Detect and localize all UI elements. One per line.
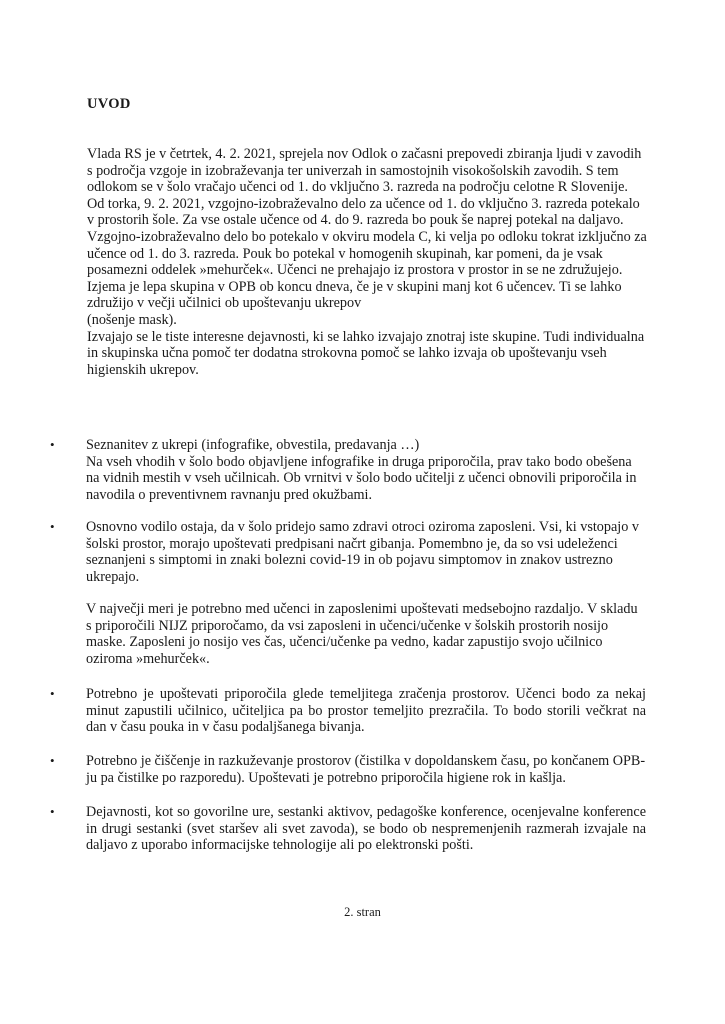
page-number: 2. stran — [344, 905, 381, 919]
bullet-content — [86, 753, 646, 786]
bullet-icon: • — [50, 753, 55, 768]
intro-paragraph-2: Vzgojno-izobraževalno delo bo potekalo v okviru modela C, ki velja po odloku tokrat izključno za učence od 1. do 3. razreda. Pouk bo potekal v homogenih skupinah, kar pomeni, da je vsak posamezni oddelek »mehurček«. Učenci ne prehajajo iz prostora v prostor in se ne združujejo. Izjema je lepa skupina v OPB ob koncu dneva, če je v skupini manj kot 6 učencev. Ti se lahko združijo v večji učilnici ob upoštevanju ukrepov — [87, 228, 647, 312]
intro-section — [87, 146, 647, 378]
intro-paragraph-1: Vlada RS je v četrtek, 4. 2. 2021, sprejela nov Odlok o začasni prepovedi zbiranja ljudi v zavodih s področja vzgoje in izobraževanja ter univerzah in samostojnih visokošolskih zavodih. S tem odlokom se v šolo vračajo učenci od 1. do vključno 3. razreda na področju celotne R Slovenije. Od torka, 9. 2. 2021, vzgojno-izobraževalno delo za učence od 1. do vključno 3. razreda potekalo v prostorih šole. Za vse ostale učence od 4. do 9. razreda bo pouk še naprej potekal na daljavo. — [87, 146, 642, 229]
intro-paragraph-3: (nošenje mask). — [87, 311, 177, 328]
bullet-icon: • — [50, 804, 55, 819]
bullet-content — [86, 686, 646, 736]
bullet-icon: • — [50, 686, 55, 701]
bullet-content — [86, 519, 646, 585]
intro-paragraph-4: Izvajajo se le tiste interesne dejavnosti, ki se lahko izvajajo znotraj iste skupine. Tudi individualna in skupinska učna pomoč ter dodatna strokovna pomoč se lahko izvaja ob upoštevanju vseh higienskih ukrepov. — [87, 328, 645, 378]
bullet-title: Seznanitev z ukrepi (infografike, obvestila, predavanja …) — [86, 437, 420, 453]
distance-paragraph: V največji meri je potrebno med učenci in zaposlenimi upoštevati medsebojno razdaljo. V skladu s priporočili NIJZ priporočamo, da vsi zaposleni in učenci/učenke v šolskih prostorih nosijo maske. Zaposleni jo nosijo ves čas, učenci/učenke pa vedno, kadar zapustijo svojo učilnico oziroma »mehurček«. — [86, 601, 638, 667]
bullet-body: Osnovno vodilo ostaja, da v šolo pridejo samo zdravi otroci oziroma zaposleni. Vsi, ki vstopajo v šolski prostor, morajo upoštevati predpisani načrt gibanja. Pomembno je, da so vsi udeleženci seznanjeni s simptomi in znaki bolezni covid-19 in ob pojavu simptomov in znakov ustrezno ukrepajo. — [86, 519, 639, 585]
bullet-body: Dejavnosti, kot so govorilne ure, sestanki aktivov, pedagoške konference, ocenjevalne konference in drugi sestanki (svet staršev ali svet zavoda), se bodo ob nespremenjenih razmerah izvajale na daljavo z uporabo informacijske tehnologije ali po elektronski pošti. — [86, 804, 646, 854]
bullet-body: Na vseh vhodih v šolo bodo objavljene infografike in druga priporočila, prav tako bodo obešena na vidnih mestih v vseh učilnicah. Ob vrnitvi v šolo bodo učitelji z učenci obnovili priporočila in navodila o preventivnem ravnanju pred okužbami. — [86, 453, 637, 503]
bullet-content — [86, 804, 646, 854]
section-heading: UVOD — [87, 96, 131, 112]
bullet-body: Potrebno je čiščenje in razkuževanje prostorov (čistilka v dopoldanskem času, po končanem OPB-ju pa čistilke po razporedu). Upoštevati je potrebno priporočila higiene rok in kašlja. — [86, 753, 646, 786]
bullet-icon: • — [50, 437, 55, 452]
bullet-icon: • — [50, 519, 55, 534]
bullet-body: Potrebno je upoštevati priporočila glede temeljitega zračenja prostorov. Učenci bodo za nekaj minut zapustili učilnico, učiteljica pa bo prostor temeljito prezračila. To bodo storili večkrat na dan v času pouka in v času podaljšanega bivanja. — [86, 686, 646, 736]
bullet-content — [86, 437, 646, 503]
